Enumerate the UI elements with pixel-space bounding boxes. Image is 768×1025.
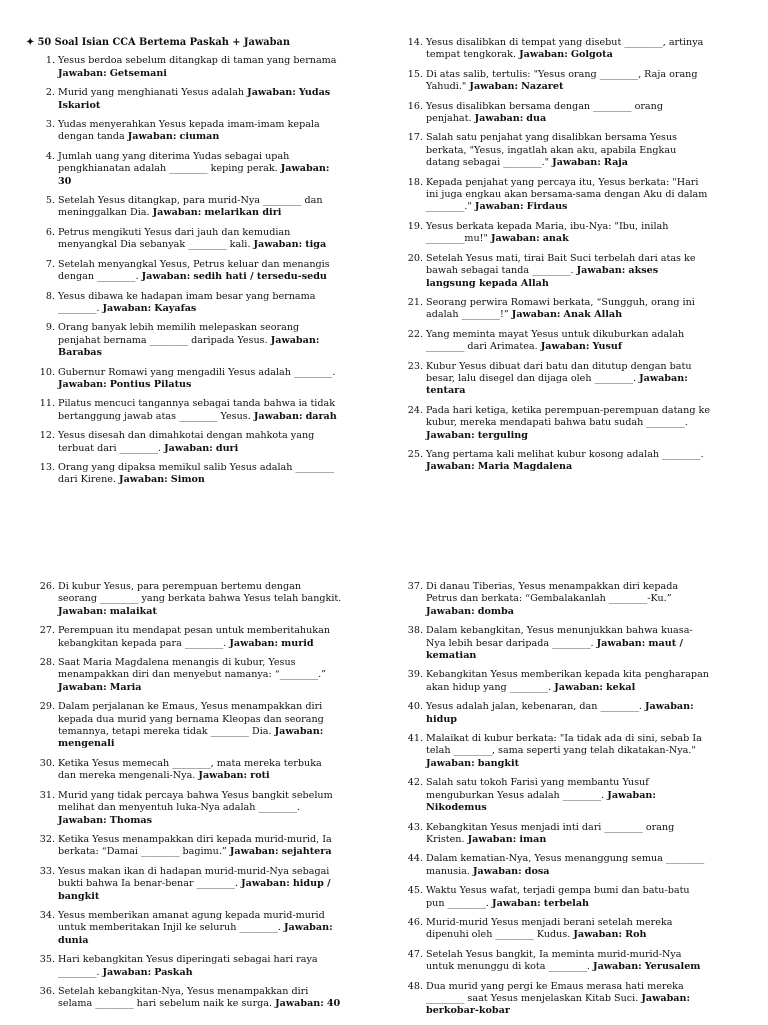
question-text: Yang meminta mayat Yesus untuk dikuburkan adalah ________ dari Arimatea. [426,328,685,353]
answer-prefix: Jawaban: [102,302,152,314]
question-text: Kebangkitan Yesus menjadi inti dari ________ orang Kristen. [426,821,675,845]
question-text: Setelah Yesus mati, tirai Bait Suci terbelah dari atas ke bawah sebagai tanda ________. [426,252,696,277]
question-text: Ketika Yesus menampakkan diri kepada murid-murid, Ia berkata: “Damai ________ bagimu.” [58,833,332,858]
answer-prefix: Jawaban: [426,429,475,441]
question-item [392,177,710,214]
question-number: 9. [45,322,55,334]
question-number: 28. [39,657,55,669]
question-number: 8. [45,290,55,302]
answer-prefix: Jawaban: [511,309,561,321]
question-text: Kebangkitan Yesus memberikan kepada kita pengharapan akan hidup yang ________. [426,669,709,693]
answer-prefix: Jawaban: [198,770,248,782]
question-text: Yang pertama kali melihat kubur kosong adalah ________. [426,448,704,460]
question-text: Yesus adalah jalan, kebenaran, dan ________. [426,701,642,713]
answer-prefix: Jawaban: [474,113,524,125]
answer-text: Kayafas [154,302,197,314]
question-item [24,758,342,783]
answer-text: Getsemani [109,67,167,79]
answer-prefix: Jawaban: [127,131,177,143]
question-text: Jumlah uang yang diterima Yudas sebagai upah pengkhianatan adalah ________ keping perak. [58,150,290,175]
question-number: 25. [407,448,423,460]
question-number: 13. [39,461,55,473]
question-number: 33. [39,865,55,877]
question-item [392,297,710,322]
question-item [24,195,342,220]
answer-prefix: Jawaban: [241,878,290,890]
question-item [392,733,710,770]
question-number: 36. [39,985,55,997]
document-title: ✦ 50 Soal Isian CCA Bertema Paskah + Jawaban [26,37,290,48]
question-text: Setelah Yesus ditangkap, para murid-Nya ________ dan meninggalkan Dia. [58,195,323,219]
question-text: Murid yang tidak percaya bahwa Yesus bangkit sebelum melihat dan menyentuh luka-Nya adalah ________. [58,789,333,814]
question-text: Kubur Yesus dibuat dari batu dan ditutup dengan batu besar, lalu disegel dan dijaga oleh ________. [426,360,692,384]
question-number: 32. [39,833,55,845]
question-item [24,259,342,284]
question-number: 18. [407,176,423,188]
question-item [392,69,710,94]
question-text: Dalam kematian-Nya, Yesus menanggung semua ________ manusia. [426,853,705,877]
answer-text: tiga [305,239,327,251]
question-item [392,405,710,442]
question-number: 47. [407,948,423,960]
answer-text: bangkit [477,757,520,769]
question-item [24,866,342,903]
question-item [24,227,342,252]
answer-prefix: Jawaban: [540,341,590,353]
answer-text: kekal [605,681,636,693]
question-item [24,87,342,112]
question-text: Hari kebangkitan Yesus diperingati sebagai hari raya ________. [58,954,318,978]
question-item [392,777,710,814]
question-item [24,954,342,979]
answer-text: roti [250,770,270,782]
question-number: 6. [45,226,55,238]
question-number: 7. [45,258,55,270]
question-item [24,322,342,359]
question-item [392,329,710,354]
question-item [392,701,710,726]
question-text: Perempuan itu mendapat pesan untuk memberitahukan kebangkitan kepada para ________. [58,625,330,649]
question-number: 48. [407,980,423,992]
answer-text: Nazaret [521,81,564,93]
question-item [392,101,710,126]
answer-prefix: Jawaban: [274,726,324,738]
answer-prefix: Jawaban: [58,814,107,826]
question-number: 44. [407,853,423,865]
question-item [392,917,710,942]
answer-prefix: Jawaban: [141,271,191,283]
answer-text: Nikodemus [426,802,487,814]
question-number: 38. [407,625,423,637]
answer-text: sejahtera [281,846,332,858]
answer-prefix: Jawaban: [229,637,278,649]
answer-prefix: Jawaban: [58,605,107,617]
question-text: Di atas salib, tertulis: "Yesus orang ________, Raja orang Yahudi." [426,68,698,93]
answer-text: Maria Magdalena [477,461,573,473]
answer-text: hidup / bangkit [58,878,331,902]
question-item [392,885,710,910]
answer-text: hidup [426,713,458,725]
question-number: 35. [39,954,55,966]
question-text: Seorang perwira Romawi berkata, “Sungguh, orang ini adalah ________!” [426,296,695,321]
question-text: Pilatus mencuci tangannya sebagai tanda bahwa ia tidak bertanggung jawab atas ________ Yesus. [58,398,336,422]
answer-prefix: Jawaban: [492,897,541,909]
answer-prefix: Jawaban: [607,789,656,801]
question-text: Yesus disalibkan bersama dengan ________ orang penjahat. [426,100,663,125]
question-text: Orang banyak lebih memilih melepaskan seorang penjahat bernama ________ daripada Yesus. [58,322,300,346]
question-text: Setelah kebangkitan-Nya, Yesus menampakkan diri selama ________ hari sebelum naik ke surga. [58,985,309,1010]
answer-prefix: Jawaban: [102,966,152,978]
column-2 [392,37,710,481]
answer-prefix: Jawaban: [490,233,540,245]
question-text: Kepada penjahat yang percaya itu, Yesus berkata: "Hari ini juga engkau akan bersama-sama dengan Aku di dalam ________." [426,176,708,213]
question-text: Dalam kebangkitan, Yesus menunjukkan bahwa kuasa-Nya lebih besar daripada ________. [426,625,693,649]
question-number: 5. [45,195,55,207]
answer-prefix: Jawaban: [596,637,646,649]
question-item [24,790,342,827]
question-text: Waktu Yesus wafat, terjadi gempa bumi dan batu-batu pun ________. [426,885,690,909]
question-item [24,462,342,487]
question-number: 21. [407,296,423,308]
question-item [392,981,710,1018]
question-text: Saat Maria Magdalena menangis di kubur, Yesus menampakkan diri dan menyebut namanya: “________.” [58,657,327,681]
answer-text: ciuman [179,131,220,143]
question-text: Pada hari ketiga, ketika perempuan-perempuan datang ke kubur, mereka mendapati bahwa batu sudah ________. [426,404,711,429]
answer-prefix: Jawaban: [473,865,522,877]
answer-text: dosa [524,865,550,877]
question-text: Yesus berdoa sebelum ditangkap di taman yang bernama [58,55,337,67]
answer-prefix: Jawaban: [229,846,279,858]
question-text: Petrus mengikuti Yesus dari jauh dan kemudian menyangkal Dia sebanyak ________ kali. [58,226,291,251]
answer-prefix: Jawaban: [426,461,475,473]
question-item [24,151,342,188]
question-number: 2. [45,87,55,99]
question-text: Yesus berkata kepada Maria, ibu-Nya: "Ibu, inilah ________mu!" [426,220,669,245]
question-number: 10. [39,366,55,378]
question-number: 17. [407,132,423,144]
question-item [24,834,342,859]
question-number: 19. [407,220,423,232]
question-number: 45. [407,885,423,897]
question-list-2 [392,37,710,474]
answer-prefix: Jawaban: [426,757,475,769]
answer-text: Yerusalem [644,961,701,973]
question-text: Murid-murid Yesus menjadi berani setelah mereka dipenuhi oleh ________ Kudus. [426,916,673,941]
question-item [392,669,710,694]
question-text: Yudas menyerahkan Yesus kepada imam-imam kepala dengan tanda [58,119,320,143]
question-item [24,701,342,751]
answer-prefix: Jawaban: [426,605,475,617]
answer-text: dunia [58,934,89,946]
question-item [392,822,710,847]
question-text: Yesus disesah dan dimahkotai dengan mahkota yang terbuat dari ________. [58,430,315,454]
answer-text: sedih hati / tersedu-sedu [193,271,327,283]
answer-prefix: Jawaban: [519,49,568,61]
answer-text: 30 [58,175,72,187]
question-number: 30. [39,757,55,769]
question-text: Gubernur Romawi yang mengadili Yesus adalah ________. [58,366,336,378]
question-number: 14. [407,37,423,48]
answer-text: Barabas [58,347,102,359]
answer-prefix: Jawaban: [58,378,107,390]
answer-text: domba [477,605,514,617]
question-item [24,55,342,80]
answer-text: melarikan diri [204,207,282,219]
answer-prefix: Jawaban: [554,681,603,693]
question-text: Orang yang dipaksa memikul salib Yesus adalah ________ dari Kirene. [58,461,334,486]
answer-text: anak [542,233,569,245]
answer-text: Paskah [154,966,193,978]
answer-prefix: Jawaban: [58,67,107,79]
question-item [392,37,710,62]
question-number: 20. [407,252,423,264]
question-list-4 [392,581,710,1018]
question-number: 42. [407,777,423,789]
answer-prefix: Jawaban: [593,961,642,973]
question-item [24,291,342,316]
answer-prefix: Jawaban: [573,929,623,941]
answer-text: Raja [603,157,628,169]
answer-prefix: Jawaban: [474,201,524,213]
question-number: 37. [407,581,423,592]
answer-text: duri [215,442,239,454]
question-text: Malaikat di kubur berkata: "Ia tidak ada di sini, sebab Ia telah ________, sama seperti yang telah dikatakan-Nya." [426,733,702,757]
question-item [392,949,710,974]
question-text: Di danau Tiberias, Yesus menampakkan diri kepada Petrus dan berkata: “Gembalakanlah ________-Ku.” [426,581,679,605]
answer-prefix: Jawaban: [641,992,691,1004]
answer-text: Yusuf [592,341,622,353]
answer-text: akses langsung kepada Allah [426,265,659,289]
question-number: 15. [407,68,423,80]
answer-prefix: Jawaban: [119,474,168,486]
question-text: Dalam perjalanan ke Emaus, Yesus menampakkan diri kepada dua murid yang bernama Kleopas dan seorang temannya, tetapi mereka tidak ________ Dia. [58,701,324,738]
question-text: Salah satu penjahat yang disalibkan bersama Yesus berkata, "Yesus, ingatlah akan aku, apabila Engkau datang sebagai ________." [426,132,678,169]
question-text: Setelah Yesus bangkit, Ia meminta murid-murid-Nya untuk menunggu di kota ________. [426,948,682,973]
question-number: 27. [39,625,55,637]
question-item [24,986,342,1011]
question-number: 1. [45,55,55,67]
question-text: Dua murid yang pergi ke Emaus merasa hati mereka ________ saat Yesus menjelaskan Kitab Suci. [426,980,684,1004]
question-item [392,853,710,878]
question-text: Ketika Yesus memecah ________, mata mereka terbuka dan mereka mengenali-Nya. [58,757,322,782]
column-4 [392,581,710,1025]
answer-prefix: Jawaban: [469,81,519,93]
question-number: 31. [39,789,55,801]
question-number: 4. [45,150,55,162]
question-number: 40. [407,701,423,713]
answer-text: Simon [170,474,205,486]
question-item [24,430,342,455]
question-item [24,581,342,618]
answer-text: Thomas [109,814,153,826]
question-item [392,361,710,398]
question-item [392,221,710,246]
question-item [24,119,342,144]
question-item [392,581,710,618]
answer-prefix: Jawaban: [467,833,517,845]
answer-prefix: Jawaban: [552,157,601,169]
question-item [24,625,342,650]
column-1 [24,37,342,494]
answer-text: Anak Allah [563,309,623,321]
answer-text: 40 [326,998,341,1010]
question-text: Murid yang menghianati Yesus adalah [58,87,245,99]
question-number: 29. [39,701,55,713]
question-number: 3. [45,119,55,131]
question-list-3 [24,581,342,1011]
question-number: 22. [407,328,423,340]
question-item [24,398,342,423]
answer-prefix: Jawaban: [283,922,333,934]
answer-text: berkobar-kobar [426,1005,510,1017]
question-list-1 [24,55,342,486]
answer-text: Roh [625,929,647,941]
question-number: 16. [407,100,423,112]
question-number: 34. [39,909,55,921]
column-3 [24,581,342,1018]
question-item [24,367,342,392]
answer-prefix: Jawaban: [247,87,296,99]
answer-prefix: Jawaban: [152,207,202,219]
answer-text: maut / kematian [426,637,683,662]
question-text: Setelah menyangkal Yesus, Petrus keluar dan menangis dengan ________. [58,258,330,283]
question-number: 39. [407,669,423,681]
question-number: 46. [407,916,423,928]
answer-text: dua [526,113,547,125]
question-number: 12. [39,430,55,442]
question-text: Di kubur Yesus, para perempuan bertemu dengan seorang ________ yang berkata bahwa Yesus telah bangkit. [58,581,342,605]
question-number: 23. [407,360,423,372]
answer-text: terguling [477,429,528,441]
question-text: Yesus dibawa ke hadapan imam besar yang bernama ________. [58,290,316,314]
question-item [24,657,342,694]
question-number: 43. [407,821,423,833]
question-number: 26. [39,581,55,592]
answer-text: Maria [109,681,142,693]
question-text: Yesus memberikan amanat agung kepada murid-murid untuk memberitakan Injil ke seluruh ________. [58,909,325,934]
answer-prefix: Jawaban: [576,265,626,277]
question-item [392,253,710,290]
question-text: Yesus makan ikan di hadapan murid-murid-Nya sebagai bukti bahwa Ia benar-benar ________. [58,865,330,890]
answer-prefix: Jawaban: [58,681,107,693]
answer-text: tentara [426,385,466,397]
answer-prefix: Jawaban: [270,334,320,346]
question-number: 41. [407,733,423,745]
answer-text: Golgota [570,49,613,61]
question-text: Yesus disalibkan di tempat yang disebut ________, artinya tempat tengkorak. [426,37,704,61]
answer-prefix: Jawaban: [644,701,694,713]
answer-text: terbelah [543,897,590,909]
answer-text: Yudas Iskariot [58,87,331,111]
answer-text: Firdaus [526,201,568,213]
answer-prefix: Jawaban: [164,442,213,454]
answer-prefix: Jawaban: [275,998,324,1010]
question-item [24,910,342,947]
answer-prefix: Jawaban: [280,163,330,175]
answer-text: mengenali [58,738,115,750]
answer-text: iman [519,833,547,845]
answer-text: Pontius Pilatus [109,378,192,390]
answer-text: malaikat [109,605,157,617]
answer-text: murid [281,637,314,649]
question-item [392,132,710,169]
answer-text: darah [305,410,337,422]
question-item [392,449,710,474]
question-item [392,625,710,662]
question-number: 24. [407,404,423,416]
answer-prefix: Jawaban: [639,372,688,384]
question-number: 11. [39,398,55,410]
answer-prefix: Jawaban: [253,239,303,251]
question-text: Salah satu tokoh Farisi yang membantu Yusuf menguburkan Yesus adalah ________. [426,777,649,801]
answer-prefix: Jawaban: [253,410,303,422]
